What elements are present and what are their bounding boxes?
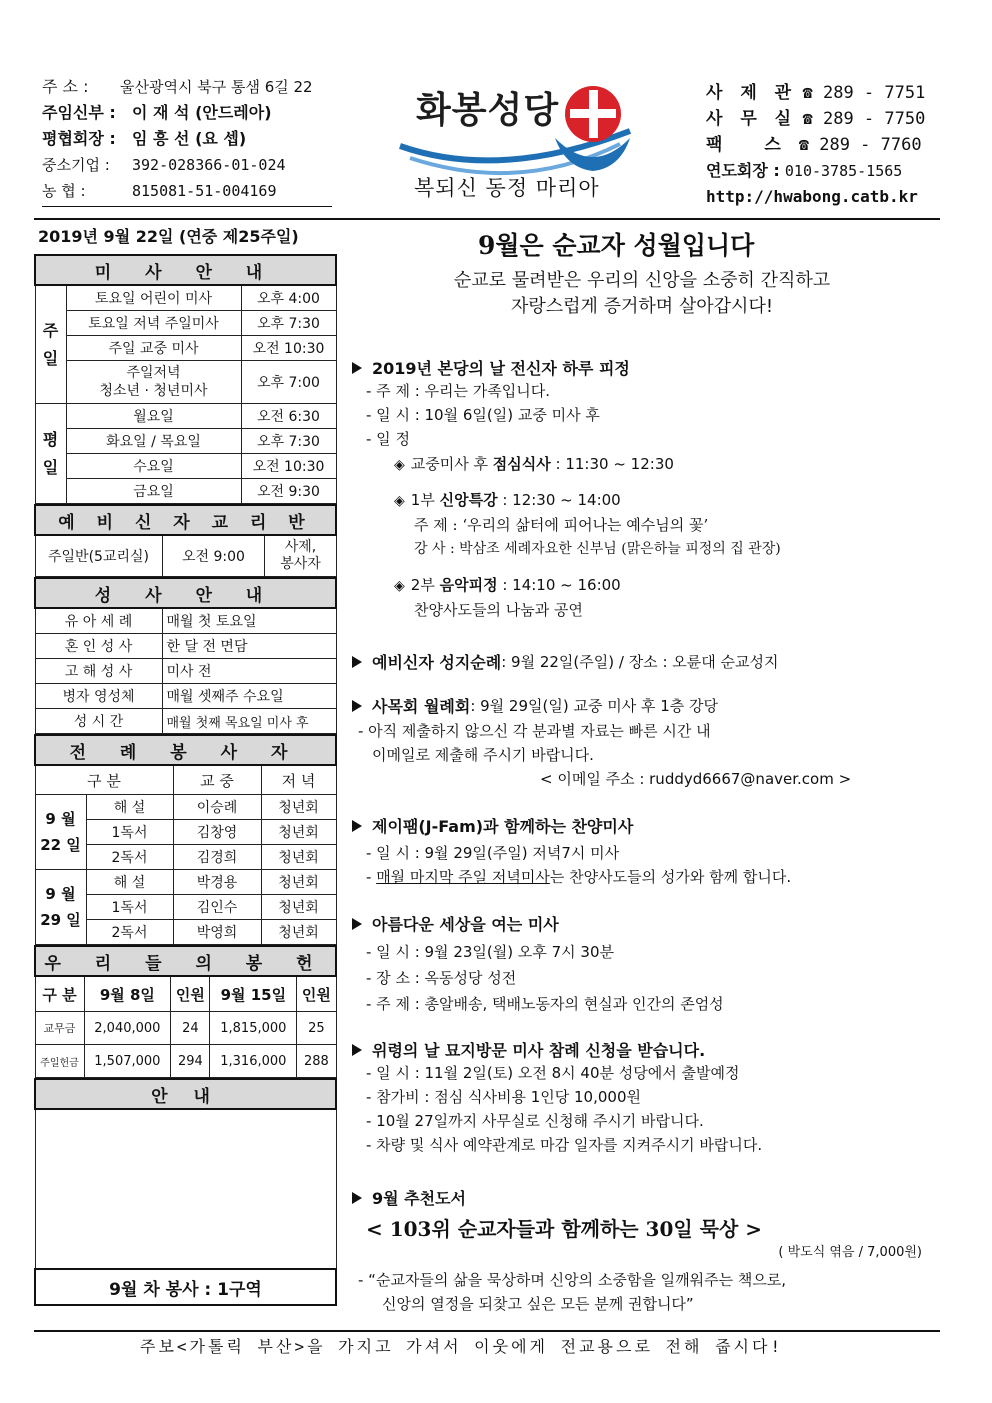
section-heading: 예비신자 성지순례	[372, 653, 502, 672]
offering-header: 인원	[171, 976, 210, 1012]
liturgy-date-day: 22 일	[40, 836, 81, 854]
main-subtitle	[352, 268, 932, 320]
sacrament-name: 병자 영성체	[35, 684, 162, 709]
bullet-icon	[352, 820, 362, 832]
liturgy-main: 박영희	[173, 920, 261, 945]
liturgy-date: 9 월	[45, 885, 76, 903]
fee-line: - 참가비 : 점심 식사비용 1인당 10,000원	[366, 1088, 641, 1106]
bullet-icon	[352, 918, 362, 930]
offering-header: 구 분	[35, 976, 84, 1012]
church-logo	[380, 76, 650, 206]
sunday-label: 주일	[35, 285, 66, 404]
section-heading: 제이팸(J-Fam)과 함께하는 찬양미사	[372, 817, 634, 836]
notice-body	[35, 1109, 336, 1269]
mass-time: 오전 6:30	[241, 404, 336, 429]
liturgy-main: 이승례	[173, 795, 261, 820]
bullet-icon	[352, 700, 362, 712]
mass-time: 오전 10:30	[241, 336, 336, 361]
bullet-icon	[352, 1044, 362, 1056]
section-detail: : 9월 29일(일) 교중 미사 후 1층 강당	[470, 697, 719, 715]
schedule-item-time: : 11:30 ~ 12:30	[550, 455, 674, 473]
bullet-icon	[352, 1192, 362, 1204]
diamond-icon: ◈	[394, 493, 405, 509]
mass-time: 오후 7:30	[241, 311, 336, 336]
website-link[interactable]: http://hwabong.catb.kr	[706, 187, 918, 206]
liturgy-header: 저 녁	[261, 765, 336, 795]
offering-name: 교무금	[35, 1012, 84, 1045]
mass-name: 주일 교중 미사	[66, 336, 241, 361]
diamond-icon: ◈	[394, 578, 405, 594]
lecture-theme: 주 제 : ‘우리의 삶터에 피어나는 예수님의 꽃’	[414, 516, 709, 534]
section-heading: 아름다운 세상을 여는 미사	[372, 915, 559, 934]
schedule-item-bold: 음악피정	[439, 576, 498, 594]
book-title: < 103위 순교자들과 함께하는 30일 묵상 >	[366, 1217, 763, 1241]
book-author: ( 박도식 엮음 / 7,000원)	[778, 1245, 922, 1260]
rectory-phone: ☎ 289 - 7751	[802, 83, 926, 103]
mass-table	[34, 254, 337, 504]
offering-count: 288	[297, 1045, 336, 1078]
offering-amount: 1,316,000	[210, 1045, 297, 1078]
header-left-rule	[42, 206, 332, 207]
liturgy-main: 박경용	[173, 870, 261, 895]
mass-name: 수요일	[66, 454, 241, 479]
offering-header: 9월 8일	[84, 976, 171, 1012]
section-beautiful-world	[352, 912, 942, 1017]
mass-time: 오후 4:00	[241, 285, 336, 311]
mass-name-line2: 청소년 · 청년미사	[99, 383, 208, 399]
liturgy-evening: 청년회	[261, 845, 336, 870]
bank2-account: 815081-51-004169	[132, 182, 277, 200]
office-label: 사 무 실	[706, 109, 798, 129]
sacrament-name: 유 아 세 례	[35, 608, 162, 634]
theme-line: - 주 제 : 우리는 가족입니다.	[366, 382, 550, 400]
liturgy-role: 2독서	[86, 845, 173, 870]
schedule-item-time: : 12:30 ~ 14:00	[497, 491, 621, 509]
fax-label: 팩 스	[706, 135, 799, 155]
notice-table	[34, 1078, 337, 1306]
liturgy-evening: 청년회	[261, 920, 336, 945]
schedule-item: 1부	[410, 491, 440, 509]
liturgy-date-day: 29 일	[40, 911, 81, 929]
notice-line: 이메일로 제출해 주시기 바랍니다.	[372, 746, 594, 764]
sacrament-value: 매월 첫 토요일	[162, 608, 336, 634]
catechumen-teacher-2: 봉사자	[280, 556, 321, 572]
sacrament-value: 한 달 전 면담	[162, 634, 336, 659]
mass-time: 오후 7:30	[241, 429, 336, 454]
catechumen-title: 예 비 신 자 교 리 반	[35, 505, 336, 535]
section-heading: 2019년 본당의 날 전신자 하루 피정	[372, 359, 630, 378]
section-jfam	[352, 814, 942, 889]
liturgy-evening: 청년회	[261, 870, 336, 895]
subtitle-line2: 자랑스럽게 증거하며 살아갑시다!	[510, 296, 774, 317]
bullet-icon	[352, 362, 362, 374]
mass-name: 월요일	[66, 404, 241, 429]
liturgy-role: 1독서	[86, 820, 173, 845]
mass-time: 오후 7:00	[241, 361, 336, 404]
sacrament-value: 매월 셋째주 수요일	[162, 684, 336, 709]
mass-name: 토요일 어린이 미사	[66, 285, 241, 311]
offering-table	[34, 945, 337, 1078]
highlight-text: 매월 마지막 주일 저녁미사	[376, 868, 550, 886]
dash: -	[366, 868, 377, 886]
section-book	[352, 1186, 942, 1316]
liturgy-header: 교 중	[173, 765, 261, 795]
header-rule	[34, 218, 940, 220]
liturgy-evening: 청년회	[261, 820, 336, 845]
priest: 이 재 석 (안드레아)	[132, 103, 272, 122]
schedule-item: 2부	[410, 576, 440, 594]
offering-title: 우 리 들 의 봉 헌	[35, 946, 336, 976]
catechumen-time: 오전 9:00	[162, 535, 265, 577]
offering-header: 9월 15일	[210, 976, 297, 1012]
concert-line: 찬양사도들의 나눔과 공연	[414, 601, 583, 619]
sacrament-name: 혼 인 성 사	[35, 634, 162, 659]
mass-name: 금요일	[66, 479, 241, 504]
sidebar	[34, 254, 337, 1306]
section-heading: 사목회 월례회	[372, 697, 471, 716]
offering-count: 294	[171, 1045, 210, 1078]
schedule-item-time: : 14:10 ~ 16:00	[497, 576, 621, 594]
main-title: 9월은 순교자 성월입니다	[478, 231, 755, 260]
section-council	[352, 694, 942, 791]
president-label: 평협회장 :	[42, 129, 116, 148]
liturgy-role: 1독서	[86, 895, 173, 920]
liturgy-date: 9 월	[45, 810, 76, 828]
liturgy-header: 구 분	[35, 765, 173, 795]
address: 울산광역시 북구 통샘 6길 22	[120, 78, 313, 96]
mass-time: 오전 9:30	[241, 479, 336, 504]
liturgy-evening: 청년회	[261, 795, 336, 820]
date-line: - 일 시 : 9월 23일(월) 오후 7시 30분	[366, 943, 614, 961]
bank2-label: 농 협 :	[42, 182, 86, 200]
place-line: - 장 소 : 옥동성당 성전	[366, 969, 517, 987]
diamond-icon: ◈	[394, 457, 405, 473]
sacrament-title: 성 사 안 내	[35, 578, 336, 608]
offering-header: 인원	[297, 976, 336, 1012]
offering-amount: 1,507,000	[84, 1045, 171, 1078]
book-desc: - “순교자들의 삶을 묵상하며 신앙의 소중함을 일깨워주는 책으로,	[358, 1271, 787, 1289]
date-line: - 일 시 : 11월 2일(토) 오전 8시 40분 성당에서 출발예정	[366, 1064, 740, 1082]
section-parish-day	[352, 356, 942, 622]
book-desc-2: 신앙의 열정을 되찾고 싶은 모든 분께 권합니다”	[382, 1295, 694, 1313]
mass-name: 화요일 / 목요일	[66, 429, 241, 454]
liturgy-role: 해 설	[86, 870, 173, 895]
bank1-account: 392-028366-01-024	[132, 156, 286, 174]
sacrament-table	[34, 577, 337, 734]
fax-number: ☎ 289 - 7760	[798, 135, 922, 155]
rectory-label: 사 제 관	[706, 83, 798, 103]
section-heading: 9월 추천도서	[372, 1189, 466, 1208]
office-phone: ☎ 289 - 7750	[802, 109, 926, 129]
liturgy-evening: 청년회	[261, 895, 336, 920]
schedule-line: - 일 정	[366, 430, 410, 448]
youth-label: 연도회장 :	[706, 161, 780, 180]
offering-count: 24	[171, 1012, 210, 1045]
section-all-souls	[352, 1038, 942, 1157]
issue-date: 2019년 9월 22일 (연중 제25주일)	[38, 227, 299, 246]
offering-amount: 2,040,000	[84, 1012, 171, 1045]
logo-title: 화봉성당	[416, 89, 560, 131]
schedule-item-bold: 점심식사	[492, 455, 551, 473]
mass-name: 주일저녁	[126, 365, 181, 381]
theme-line: - 주 제 : 총알배송, 택배노동자의 현실과 인간의 존엄성	[366, 995, 724, 1013]
bank1-label: 중소기업 :	[42, 156, 110, 174]
liturgy-main: 김경희	[173, 845, 261, 870]
email-line: < 이메일 주소 : ruddyd6667@naver.com >	[540, 770, 852, 788]
schedule-item: 교중미사 후	[410, 455, 493, 473]
deadline-line: - 10월 27일까지 사무실로 신청해 주시기 바랍니다.	[366, 1112, 704, 1130]
section-pilgrimage	[352, 650, 942, 673]
sacrament-name: 고 해 성 사	[35, 659, 162, 684]
sacrament-name: 성 시 간	[35, 709, 162, 734]
catechumen-teacher: 사제,	[284, 539, 317, 555]
contact-info	[706, 80, 946, 210]
subtitle-line1: 순교로 물려받은 우리의 신앙을 소중히 간직하고	[453, 270, 831, 291]
president: 임 흥 선 (요 셉)	[132, 129, 247, 148]
offering-count: 25	[297, 1012, 336, 1045]
notice-line: - 차량 및 식사 예약관계로 마감 일자를 지켜주시기 바랍니다.	[366, 1136, 763, 1154]
footer-text: 주보<가톨릭 부산>을 가지고 가셔서 이웃에게 전교용으로 전해 줍시다!	[140, 1337, 784, 1356]
mass-name: 토요일 저녁 주일미사	[66, 311, 241, 336]
lecture-speaker: 강 사 : 박삼조 세례자요한 신부님 (맑은하늘 피정의 집 관장)	[414, 541, 781, 557]
sacrament-value: 매월 첫째 목요일 미사 후	[162, 709, 336, 734]
date-line: - 일 시 : 9월 29일(주일) 저녁7시 미사	[366, 844, 620, 862]
section-heading: 위령의 날 묘지방문 미사 참례 신청을 받습니다.	[372, 1041, 706, 1060]
weekday-label: 평일	[35, 404, 66, 504]
offering-amount: 1,815,000	[210, 1012, 297, 1045]
priest-label: 주임신부 :	[42, 103, 116, 122]
sacrament-value: 미사 전	[162, 659, 336, 684]
youth-phone: 010-3785-1565	[784, 162, 903, 180]
logo-subtitle: 복되신 동정 마리아	[414, 176, 600, 200]
liturgy-main: 김인수	[173, 895, 261, 920]
header-info	[42, 74, 342, 204]
mass-time: 오전 10:30	[241, 454, 336, 479]
bullet-icon	[352, 656, 362, 668]
liturgy-table	[34, 734, 337, 945]
date-line: - 일 시 : 10월 6일(일) 교중 미사 후	[366, 406, 600, 424]
catechumen-class: 주일반(5교리실)	[35, 535, 162, 577]
catechumen-table	[34, 504, 337, 577]
liturgy-title: 전 례 봉 사 자	[35, 735, 336, 765]
address-label: 주 소 :	[42, 77, 89, 96]
mass-title: 미 사 안 내	[35, 255, 336, 285]
section-detail: : 9월 22일(주일) / 장소 : 오륜대 순교성지	[501, 653, 779, 671]
liturgy-main: 김창영	[173, 820, 261, 845]
offering-name: 주일헌금	[35, 1045, 84, 1078]
volunteer-notice: 9월 차 봉사 : 1구역	[35, 1269, 336, 1305]
notice-title: 안 내	[35, 1079, 336, 1109]
liturgy-role: 해 설	[86, 795, 173, 820]
liturgy-role: 2독서	[86, 920, 173, 945]
schedule-item-bold: 신앙특강	[439, 491, 498, 509]
footer-rule	[34, 1330, 940, 1332]
notice-line: - 아직 제출하지 않으신 각 분과별 자료는 빠른 시간 내	[358, 722, 711, 740]
line-text: 는 찬양사도들의 성가와 함께 합니다.	[549, 868, 792, 886]
